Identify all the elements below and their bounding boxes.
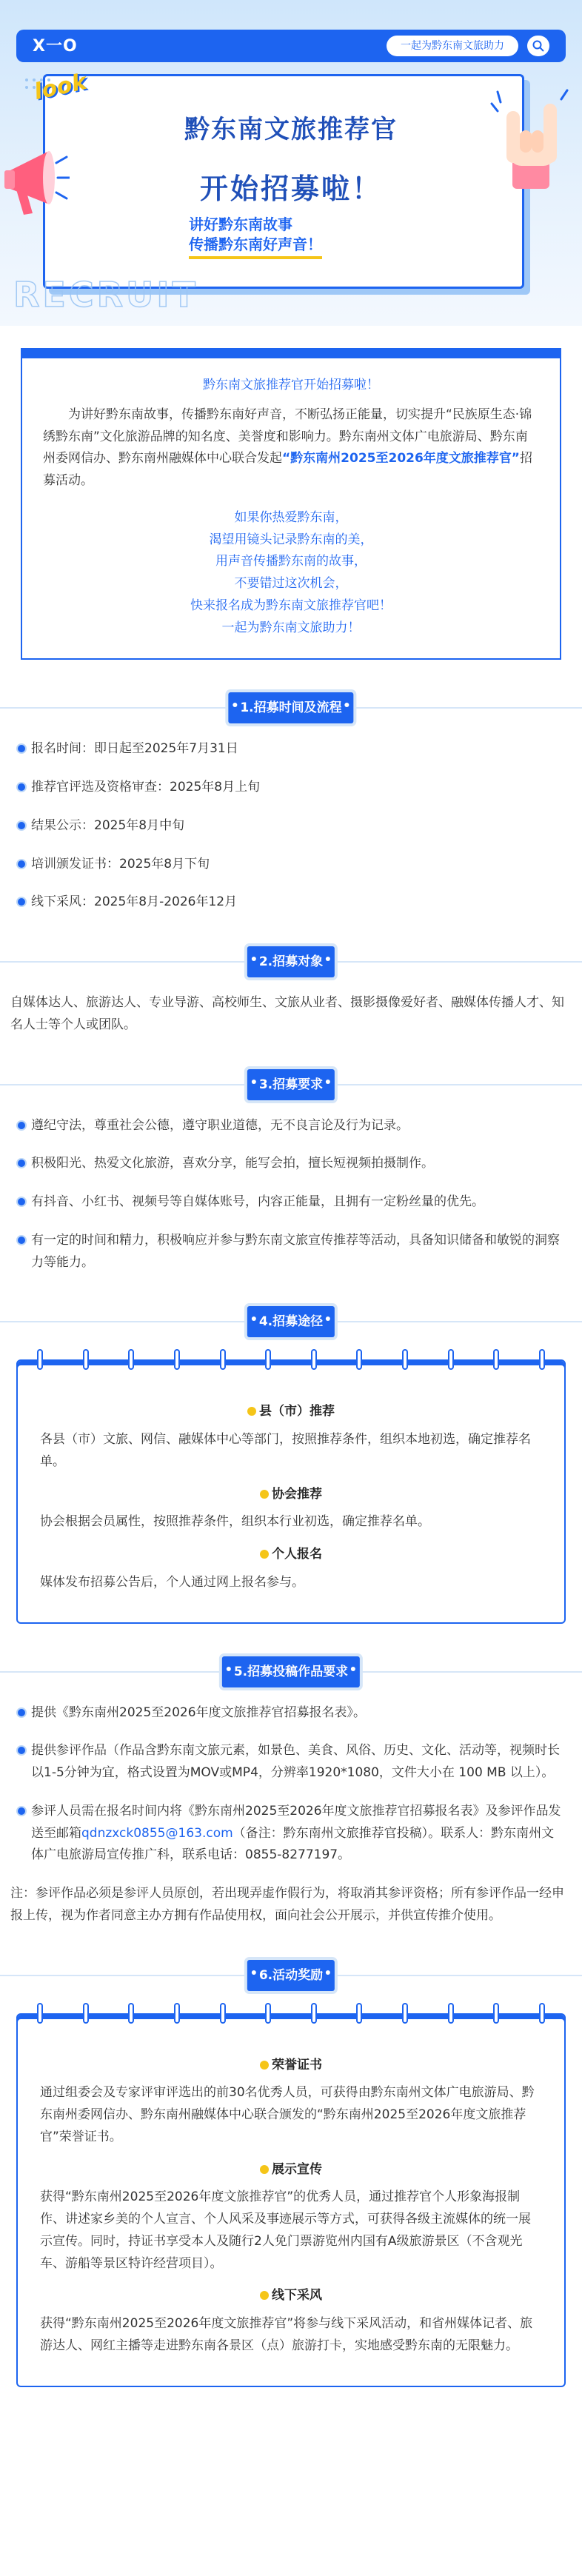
- hero-title: 黔东南文旅推荐官: [184, 115, 398, 144]
- hero-slogan-line2: 传播黔东南好声音！: [189, 235, 322, 259]
- reward-subtitle: [40, 2055, 542, 2077]
- intro-poem: [43, 507, 539, 640]
- ring-icon: [448, 1349, 454, 1370]
- list-item-text: 提供参评作品（作品含黔东南文旅元素，如景色、美食、风俗、历史、文化、活动等，视频时长以1-5分钟为宜，格式设置为MOV或MP4，分辨率1920*1080，文件大小在 100 MB 以上）。: [31, 1743, 560, 1780]
- section-header-requirements: [0, 1069, 582, 1100]
- list-item: [18, 1801, 564, 1867]
- yellow-dot-icon: [260, 1490, 269, 1499]
- audience-text: 自媒体达人、旅游达人、专业导游、高校师生、文旅从业者、摄影摄像爱好者、融媒体传播人才、知名人士等个人或团队。: [10, 995, 564, 1032]
- channels-card: [16, 1359, 566, 1623]
- bullet-dot-icon: [18, 1122, 25, 1129]
- channel-subtitle: [40, 1544, 542, 1566]
- poem-line: 快来报名成为黔东南文旅推荐官吧！: [190, 598, 392, 613]
- intro-paragraph: [43, 404, 539, 492]
- reward-text: 获得“黔东南州2025至2026年度文旅推荐官”将参与线下采风活动，和省州媒体记者、旅游达人、网红主播等走进黔东南各景区（点）旅游打卡，实地感受黔东南的无限魅力。: [40, 2316, 533, 2353]
- ring-icon: [83, 1349, 89, 1370]
- list-item: [18, 891, 564, 914]
- section-title: 5.招募投稿作品要求: [222, 1656, 360, 1687]
- yellow-dot-icon: [260, 2291, 269, 2300]
- poem-line: 如果你热爱黔东南，: [234, 509, 348, 525]
- reward-text: 获得“黔东南州2025至2026年度文旅推荐官”的优秀人员，通过推荐官个人形象海报制作、讲述家乡美的个人宣言、个人风采及事迹展示等方式，可获得各级主流媒体的统一展示宣传。同时，持证书享受本人及随行2人免门票游览州内国有A级旅游景区（不含观光车、游船等景区特许经营项目）。: [40, 2189, 531, 2271]
- yellow-dot-icon: [260, 1550, 269, 1559]
- ring-icon: [539, 2003, 545, 2024]
- intro-text-after: 招募活动。: [43, 451, 532, 488]
- channel-subtitle-text: 协会推荐: [272, 1486, 322, 1502]
- section-title: 1.招募时间及流程: [228, 692, 353, 723]
- list-item-text: 结果公示：2025年8月中旬: [31, 817, 185, 833]
- ring-icon: [83, 2003, 89, 2024]
- submission-note: 注：参评作品必须是参评人员原创，若出现弄虚作假行为，将取消其参评资格；所有参评作品一经申报上传，视为作者同意主办方拥有作品使用权，面向社会公开展示，并供宣传推介使用。: [10, 1886, 564, 1923]
- ring-icon: [220, 1349, 226, 1370]
- ring-icon: [37, 2003, 43, 2024]
- section-header-submission: [0, 1656, 582, 1687]
- channel-text: 各县（市）文旅、网信、融媒体中心等部门，按照推荐条件，组织本地初选，确定推荐名单。: [40, 1432, 531, 1469]
- rewards-card: [16, 2013, 566, 2387]
- list-item: [18, 854, 564, 876]
- reward-subtitle-text: 展示宣传: [272, 2161, 322, 2177]
- hero-top-bar: [16, 30, 566, 62]
- intro-event-name: “黔东南州2025至2026年度文旅推荐官”: [282, 451, 520, 466]
- channel-text: 媒体发布招募公告后，个人通过网上报名参与。: [40, 1574, 304, 1590]
- ring-icon: [493, 2003, 499, 2024]
- bullet-dot-icon: [18, 860, 25, 868]
- bullet-dot-icon: [18, 1198, 25, 1205]
- yellow-dot-icon: [260, 2165, 269, 2174]
- ring-icon: [220, 2003, 226, 2024]
- intro-box: [21, 348, 561, 660]
- ring-icon: [356, 2003, 362, 2024]
- ring-icon: [448, 2003, 454, 2024]
- intro-text-before: 为讲好黔东南故事，传播黔东南好声音，不断弘扬正能量，切实提升“民族原生态·锦绣黔东南”文化旅游品牌的知名度、美誉度和影响力。黔东南州文体广电旅游局、黔东南州委网信办、黔东南州融媒体中心联合发起: [43, 407, 532, 466]
- reward-subtitle-text: 线下采风: [272, 2288, 322, 2304]
- list-item: [18, 1740, 564, 1784]
- section-header-schedule: [0, 692, 582, 723]
- ring-icon: [402, 2003, 408, 2024]
- bullet-dot-icon: [18, 1709, 25, 1716]
- yellow-dot-icon: [260, 2061, 269, 2070]
- reward-subtitle: [40, 2285, 542, 2307]
- ring-icon: [128, 2003, 134, 2024]
- hero-slogan-line1: 讲好黔东南故事: [189, 215, 292, 233]
- notebook-rings: [37, 2003, 545, 2025]
- section-header-channels: [0, 1306, 582, 1337]
- list-item: [18, 1230, 564, 1274]
- search-icon: [527, 36, 549, 56]
- bullet-dot-icon: [18, 1160, 25, 1167]
- channel-text: 协会根据会员属性，按照推荐条件，组织本行业初选，确定推荐名单。: [40, 1514, 430, 1530]
- hero-banner: [0, 0, 582, 326]
- section-header-audience: [0, 946, 582, 977]
- list-item: [18, 815, 564, 837]
- ring-icon: [493, 1349, 499, 1370]
- list-item-text: 遵纪守法，尊重社会公德，遵守职业道德，无不良言论及行为记录。: [31, 1117, 409, 1133]
- section-title: 2.招募对象: [247, 946, 335, 977]
- hero-search-box: 一起为黔东南文旅助力: [387, 36, 518, 56]
- bullet-dot-icon: [18, 898, 25, 906]
- channel-subtitle-text: 县（市）推荐: [259, 1404, 335, 1419]
- reward-subtitle: [40, 2159, 542, 2181]
- bullet-dot-icon: [18, 783, 25, 791]
- reward-text: 通过组委会及专家评审评选出的前30名优秀人员，可获得由黔东南州文体广电旅游局、黔东南州委网信办、黔东南州融媒体中心联合颁发的“黔东南州2025至2026年度文旅推荐官”荣誉证书。: [40, 2085, 535, 2144]
- ring-icon: [311, 1349, 317, 1370]
- hero-subtitle: 开始招募啦！: [199, 173, 382, 205]
- bullet-dot-icon: [18, 1747, 25, 1754]
- schedule-list: [0, 738, 582, 914]
- list-item-text: 有抖音、小红书、视频号等自媒体账号，内容正能量，且拥有一定粉丝量的优先。: [31, 1194, 484, 1209]
- poem-line: 渴望用镜头记录黔东南的美，: [209, 532, 373, 547]
- ring-icon: [37, 1349, 43, 1370]
- list-item-text: 推荐官评选及资格审查：2025年8月上旬: [31, 780, 261, 794]
- list-item-text: 提供《黔东南州2025至2026年度文旅推荐官招募报名表》。: [31, 1704, 367, 1720]
- ring-icon: [174, 1349, 180, 1370]
- look-sticker: look: [31, 68, 90, 106]
- reward-subtitle-text: 荣誉证书: [272, 2057, 322, 2072]
- list-item-text: （备注：黔东南州文旅推荐官投稿）。联系人：黔东南州文体广电旅游局宣传推广科，联系电话：0855-8277197。: [31, 1825, 555, 1863]
- ring-icon: [128, 1349, 134, 1370]
- poem-line: 不要错过这次机会，: [234, 576, 348, 591]
- submission-list: [0, 1702, 582, 1867]
- section-header-rewards: [0, 1960, 582, 1991]
- section-title: 3.招募要求: [247, 1069, 335, 1100]
- notebook-rings: [37, 1349, 545, 1371]
- poem-line: 一起为黔东南文旅助力！: [221, 620, 361, 635]
- list-item: [18, 1115, 564, 1137]
- ring-icon: [174, 2003, 180, 2024]
- hero-slogan: [189, 215, 322, 259]
- yellow-dot-icon: [247, 1407, 256, 1416]
- bullet-dot-icon: [18, 1807, 25, 1815]
- list-item-text: 有一定的时间和精力，积极响应并参与黔东南文旅宣传推荐等活动，具备知识储备和敏锐的洞察力等能力。: [31, 1232, 560, 1270]
- ring-icon: [311, 2003, 317, 2024]
- channel-subtitle: [40, 1401, 542, 1423]
- list-item-text: 培训颁发证书：2025年8月下旬: [31, 856, 210, 872]
- ring-icon: [265, 1349, 271, 1370]
- bullet-dot-icon: [18, 745, 25, 752]
- list-item: [18, 1702, 564, 1724]
- list-item: [18, 738, 564, 760]
- list-item-text: 参评人员需在报名时间内将《黔东南州2025至2026年度文旅推荐官招募报名表》及参评作品发送至邮箱: [31, 1803, 561, 1841]
- section-title: 6.活动奖励: [247, 1960, 335, 1991]
- intro-heading: 黔东南文旅推荐官开始招募啦！: [203, 378, 379, 392]
- list-item: [18, 1153, 564, 1175]
- bottom-spacer: [0, 2387, 582, 2409]
- channel-subtitle: [40, 1484, 542, 1506]
- section-title: 4.招募途径: [247, 1306, 335, 1337]
- list-item: [18, 1191, 564, 1214]
- bullet-dot-icon: [18, 822, 25, 829]
- list-item: [18, 777, 564, 799]
- email-link[interactable]: qdnzxck0855@163.com: [81, 1825, 233, 1841]
- list-item-text: 报名时间：即日起至2025年7月31日: [31, 741, 238, 757]
- hero-logo: X一O: [33, 37, 78, 56]
- requirements-list: [0, 1115, 582, 1274]
- poem-line: 用声音传播黔东南的故事，: [215, 554, 367, 569]
- ring-icon: [265, 2003, 271, 2024]
- list-item-text: 积极阳光、热爱文化旅游，喜欢分享，能写会拍，擅长短视频拍摄制作。: [31, 1156, 434, 1171]
- ring-icon: [356, 1349, 362, 1370]
- channel-subtitle-text: 个人报名: [272, 1547, 322, 1562]
- list-item-text: 线下采风：2025年8月-2026年12月: [31, 894, 238, 910]
- ring-icon: [539, 1349, 545, 1370]
- bullet-dot-icon: [18, 1237, 25, 1244]
- ring-icon: [402, 1349, 408, 1370]
- recruit-watermark: RECRUIT: [13, 275, 198, 315]
